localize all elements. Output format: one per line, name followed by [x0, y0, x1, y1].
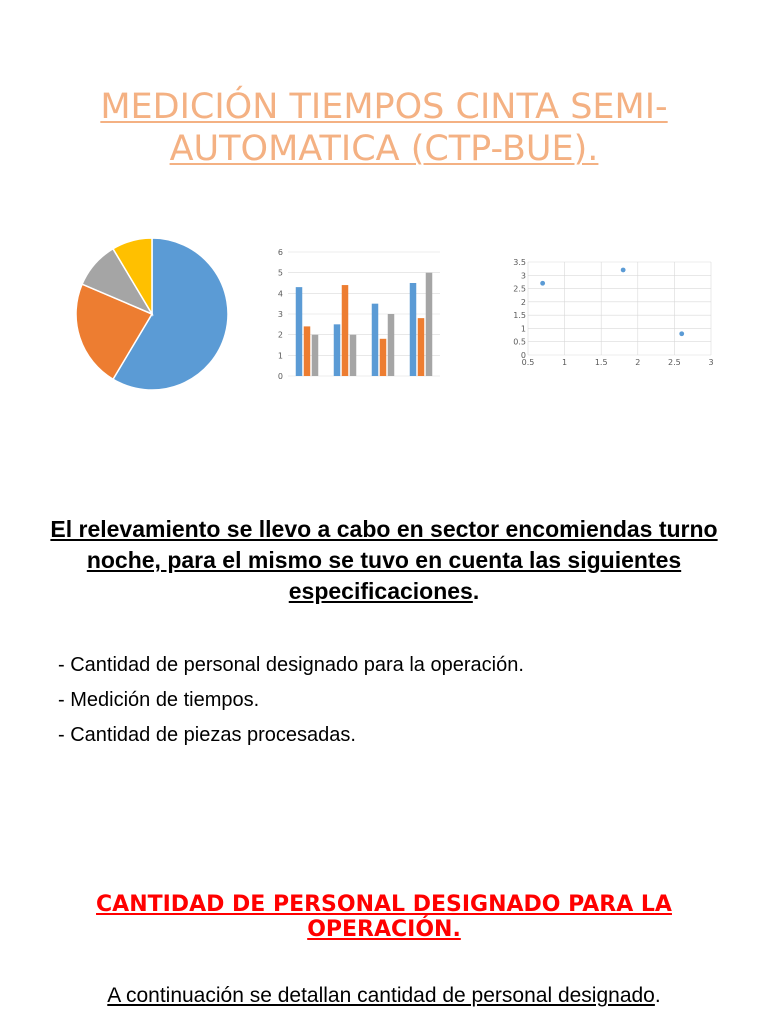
document-title: MEDICIÓN TIEMPOS CINTA SEMI-AUTOMATICA (CTP-BUE).	[100, 87, 668, 169]
bar	[372, 304, 379, 376]
y-tick-label: 2	[520, 297, 526, 307]
bar	[380, 339, 387, 376]
x-tick-label: 0.5	[521, 358, 535, 367]
bar	[334, 324, 341, 376]
x-tick-label: 3	[708, 358, 714, 367]
closing-paragraph	[40, 984, 728, 1008]
y-tick-label: 2	[277, 330, 283, 340]
list-item: - Medición de tiempos.	[58, 689, 260, 711]
y-tick-label: 1.5	[513, 311, 526, 321]
y-tick-label: 3	[277, 310, 283, 319]
bar-chart	[270, 244, 445, 384]
scatter-point	[679, 331, 684, 336]
scatter-point	[540, 281, 545, 286]
y-tick-label: 1	[277, 351, 283, 361]
intro-period: .	[472, 578, 480, 604]
bar	[418, 318, 425, 376]
y-tick-label: 2.5	[513, 284, 526, 294]
y-tick-label: 5	[277, 268, 283, 278]
intro-text: El relevamiento se llevo a cabo en sector encomiendas turno noche, para el mismo se tuvo en cuenta las siguientes especificaciones	[50, 516, 718, 604]
y-tick-label: 3	[520, 271, 526, 281]
x-tick-label: 1	[562, 358, 568, 367]
intro-paragraph	[40, 514, 728, 607]
x-tick-label: 2.5	[668, 358, 681, 367]
list-item: - Cantidad de piezas procesadas.	[58, 724, 356, 746]
bar	[304, 326, 311, 376]
y-tick-label: 0	[277, 372, 283, 381]
closing-period: .	[654, 984, 661, 1007]
y-tick-label: 0.5	[513, 337, 526, 347]
bar	[426, 273, 433, 376]
y-tick-label: 3.5	[513, 258, 526, 267]
bar	[350, 335, 357, 376]
bar	[388, 314, 395, 376]
x-tick-label: 2	[635, 358, 641, 367]
section-heading: CANTIDAD DE PERSONAL DESIGNADO PARA LA OPERACIÓN.	[96, 892, 672, 942]
specifications-list	[58, 648, 524, 753]
closing-text: A continuación se detallan cantidad de personal designado	[107, 984, 655, 1007]
y-tick-label: 6	[277, 248, 283, 257]
scatter-point	[621, 268, 626, 273]
scatter-chart	[508, 256, 718, 371]
list-item: - Cantidad de personal designado para la operación.	[58, 654, 524, 676]
bar	[312, 335, 319, 376]
x-tick-label: 1.5	[594, 358, 608, 367]
y-tick-label: 1	[520, 324, 526, 334]
bar	[410, 283, 417, 376]
bar	[342, 285, 349, 376]
bar	[296, 287, 303, 376]
y-tick-label: 4	[277, 289, 283, 299]
y-tick-label: 0	[520, 351, 526, 360]
pie-chart	[70, 232, 235, 397]
